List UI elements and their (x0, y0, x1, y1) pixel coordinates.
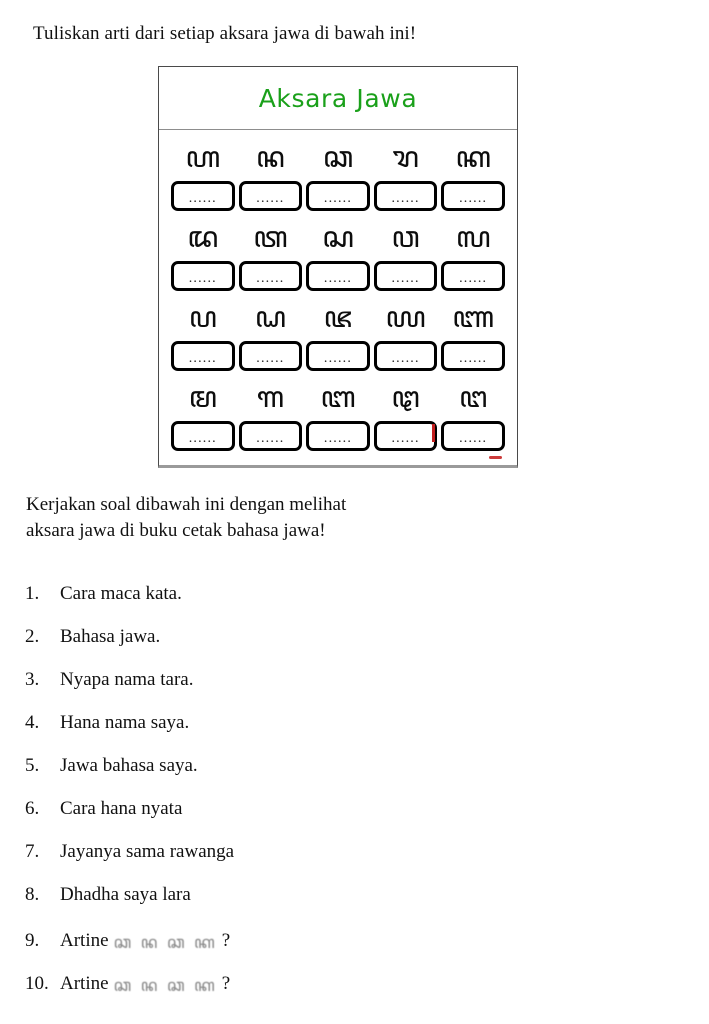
answer-box[interactable] (171, 261, 235, 291)
aksara-glyph: ꦔ (459, 380, 488, 414)
aksara-glyph: ꦏ (455, 140, 491, 174)
answer-box[interactable] (441, 261, 505, 291)
answer-box[interactable] (374, 341, 438, 371)
answer-box[interactable] (374, 261, 438, 291)
list-item (25, 884, 485, 927)
aksara-glyph: ꦮ (391, 220, 420, 254)
list-item (25, 626, 485, 669)
answer-box[interactable] (374, 181, 438, 211)
aksara-glyph: ꦝ (254, 300, 286, 334)
answer-dots: ...... (459, 191, 488, 206)
answer-box[interactable] (239, 261, 303, 291)
question-list (25, 583, 485, 1013)
list-item-text: Artine (60, 973, 109, 994)
answer-dots: ...... (188, 191, 217, 206)
answer-box[interactable] (374, 421, 438, 451)
inline-aksara-glyphs: ꦕ ꦤ ꦕ ꦏ (113, 976, 217, 996)
answer-box[interactable] (239, 181, 303, 211)
answer-box[interactable] (306, 261, 370, 291)
aksara-glyph: ꦩ (188, 380, 217, 414)
aksara-glyph: ꦱ (322, 220, 354, 254)
aksara-glyph: ꦫ (392, 140, 419, 174)
aksara-glyph: ꦭ (455, 220, 491, 254)
answer-dots: ...... (188, 271, 217, 286)
answer-box[interactable] (441, 341, 505, 371)
answer-dots: ...... (323, 351, 353, 366)
answer-box[interactable] (441, 421, 505, 451)
script-row (166, 296, 510, 336)
script-row (166, 216, 510, 256)
script-row (166, 136, 510, 176)
answer-dots: ...... (391, 271, 420, 286)
list-item-number: 8. (25, 884, 40, 905)
list-item (25, 841, 485, 884)
answer-box-row (166, 176, 510, 216)
answer-box[interactable] (171, 341, 235, 371)
list-item-text: Artine (60, 930, 109, 951)
red-mark-artifact (432, 424, 435, 442)
answer-box[interactable] (306, 181, 370, 211)
answer-box[interactable] (306, 341, 370, 371)
aksara-title: Aksara Jawa (258, 83, 418, 113)
answer-box-row (166, 416, 510, 456)
list-item-text: Hana nama saya. (60, 712, 190, 733)
red-mark-artifact-underline (489, 456, 502, 459)
answer-dots: ...... (459, 431, 488, 446)
aksara-glyph: ꦒ (256, 380, 284, 414)
list-item (25, 755, 485, 798)
list-item-text: Bahasa jawa. (60, 626, 161, 647)
aksara-glyph: ꦥ (188, 300, 217, 334)
list-item-number: 4. (25, 712, 40, 733)
answer-box-row (166, 336, 510, 376)
aksara-glyph: ꦛ (391, 380, 420, 414)
answer-dots: ...... (391, 431, 420, 446)
list-item (25, 927, 485, 970)
question-mark: ? (221, 930, 231, 951)
list-item-number: 7. (25, 841, 40, 862)
list-item-text: Nyapa nama tara. (60, 669, 194, 690)
list-item-number: 3. (25, 669, 40, 690)
answer-box[interactable] (239, 341, 303, 371)
list-item-number: 5. (25, 755, 40, 776)
instruction-line-1: Kerjakan soal dibawah ini dengan melihat (26, 494, 347, 515)
instruction-paragraph (26, 492, 496, 544)
list-item-number: 1. (25, 583, 40, 604)
answer-dots: ...... (323, 431, 353, 446)
list-item (25, 669, 485, 712)
aksara-glyph: ꦢ (187, 220, 219, 254)
list-item-text: Cara hana nyata (60, 798, 183, 819)
aksara-jawa-table (158, 66, 518, 468)
answer-box[interactable] (171, 181, 235, 211)
answer-box[interactable] (239, 421, 303, 451)
list-item (25, 712, 485, 755)
answer-dots: ...... (323, 271, 353, 286)
list-item (25, 583, 485, 626)
question-mark: ? (221, 973, 231, 994)
list-item-text: Cara maca kata. (60, 583, 182, 604)
answer-dots: ...... (188, 431, 217, 446)
aksara-glyph: ꦧ (320, 380, 356, 414)
inline-aksara-glyphs: ꦕ ꦤ ꦕ ꦏ (113, 933, 217, 953)
answer-box[interactable] (171, 421, 235, 451)
answer-dots: ...... (459, 351, 488, 366)
answer-dots: ...... (459, 271, 488, 286)
answer-dots: ...... (256, 431, 285, 446)
instruction-line-2: aksara jawa di buku cetak bahasa jawa! (26, 520, 326, 541)
answer-dots: ...... (256, 271, 285, 286)
page-title: Tuliskan arti dari setiap aksara jawa di bawah ini! (33, 23, 417, 44)
list-item-number: 6. (25, 798, 40, 819)
aksara-glyph: ꦲ (185, 140, 221, 174)
answer-box[interactable] (441, 181, 505, 211)
answer-box-row (166, 256, 510, 296)
list-item-number: 2. (25, 626, 40, 647)
list-item (25, 970, 485, 1013)
aksara-glyph: ꦤ (256, 140, 285, 174)
aksara-table-body (159, 130, 517, 465)
answer-dots: ...... (391, 191, 420, 206)
list-item-text: Jayanya sama rawanga (60, 841, 235, 862)
list-item-text: Dhadha saya lara (60, 884, 191, 905)
aksara-glyph: ꦚ (452, 300, 495, 334)
answer-dots: ...... (391, 351, 420, 366)
list-item (25, 798, 485, 841)
answer-dots: ...... (256, 351, 285, 366)
aksara-glyph: ꦗ (323, 300, 353, 334)
list-item-text: Jawa bahasa saya. (60, 755, 198, 776)
aksara-glyph: ꦕ (322, 140, 354, 174)
list-item-number: 10. (25, 973, 49, 994)
aksara-title-row (159, 67, 517, 130)
aksara-glyph: ꦪ (385, 300, 426, 334)
aksara-glyph: ꦠ (253, 220, 288, 254)
answer-dots: ...... (188, 351, 217, 366)
answer-dots: ...... (323, 191, 353, 206)
answer-box[interactable] (306, 421, 370, 451)
answer-dots: ...... (256, 191, 285, 206)
list-item-number: 9. (25, 930, 40, 951)
script-row (166, 376, 510, 416)
